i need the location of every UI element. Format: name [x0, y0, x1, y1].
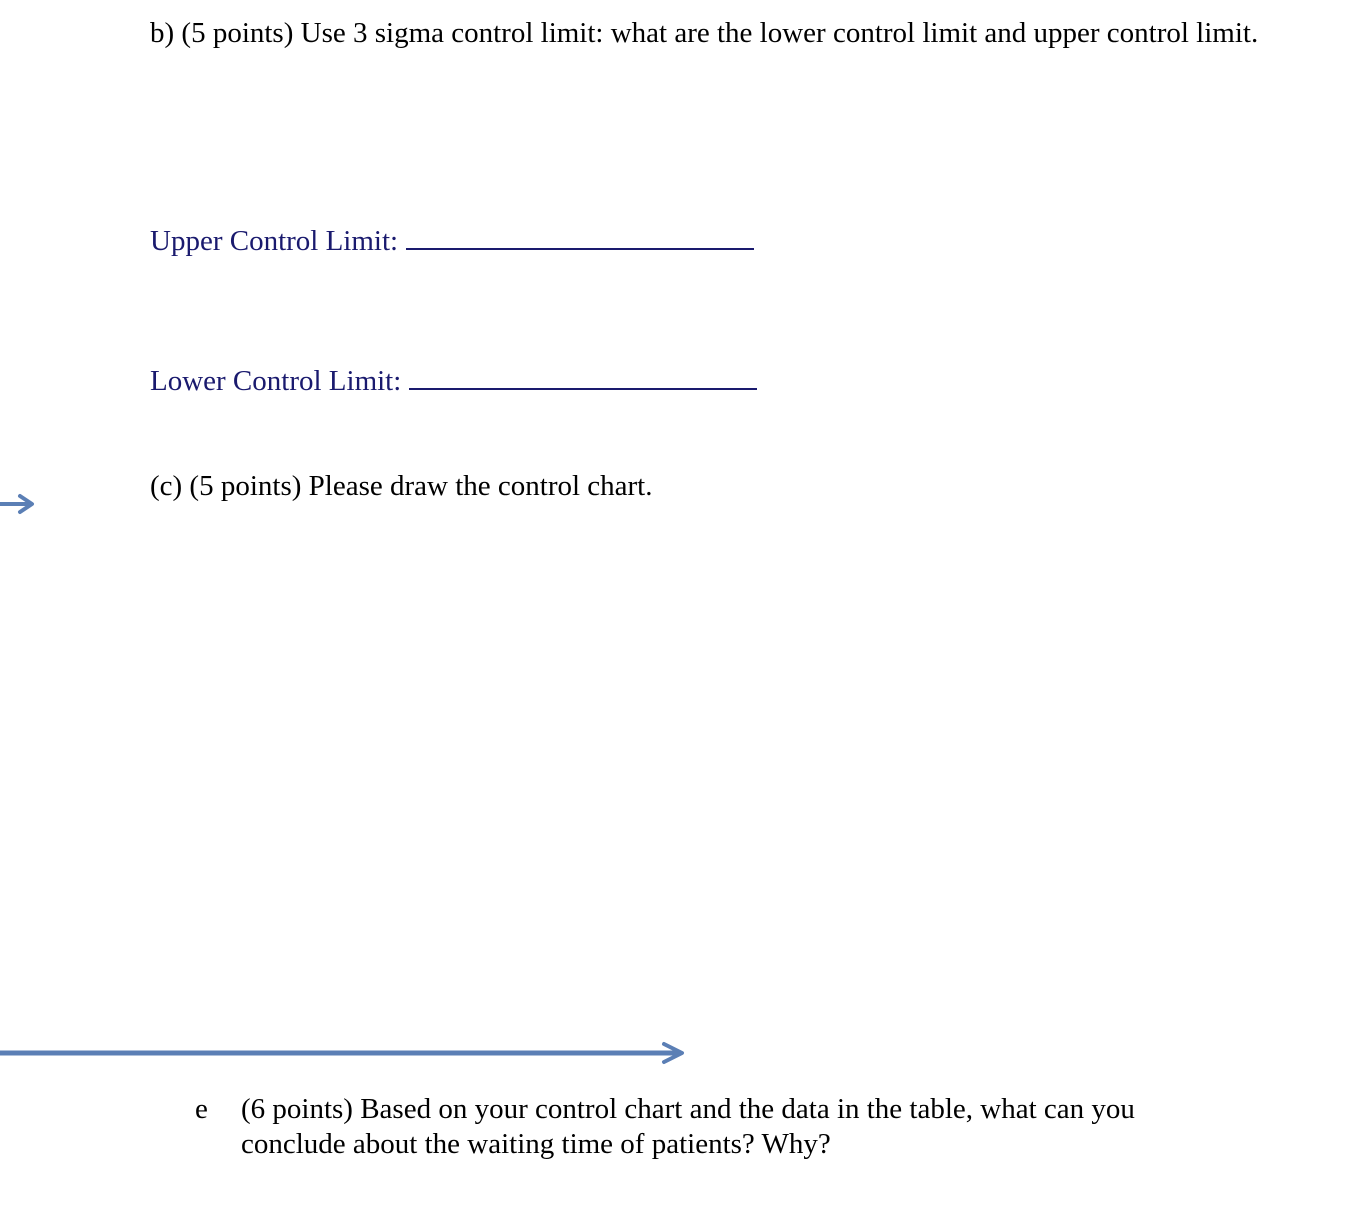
left-margin-arrow-icon: [0, 492, 40, 522]
question-e-text: (6 points) Based on your control chart and the data in the table, what can you conclude about the waiting time of patients? Why?: [241, 1093, 1135, 1160]
upper-control-limit-blank[interactable]: [406, 224, 754, 250]
long-horizontal-arrow-icon: [0, 1040, 700, 1070]
lower-control-limit-blank[interactable]: [409, 364, 757, 390]
lower-control-limit-label: Lower Control Limit:: [150, 365, 402, 397]
upper-control-limit-row: [150, 224, 754, 259]
question-b-text: b) (5 points) Use 3 sigma control limit: what are the lower control limit and upper control limit.: [150, 17, 1259, 49]
question-e-marker: e: [195, 1093, 208, 1125]
lower-control-limit-row: [150, 364, 757, 399]
question-c-text: (c) (5 points) Please draw the control chart.: [150, 470, 653, 502]
upper-control-limit-label: Upper Control Limit:: [150, 225, 399, 257]
